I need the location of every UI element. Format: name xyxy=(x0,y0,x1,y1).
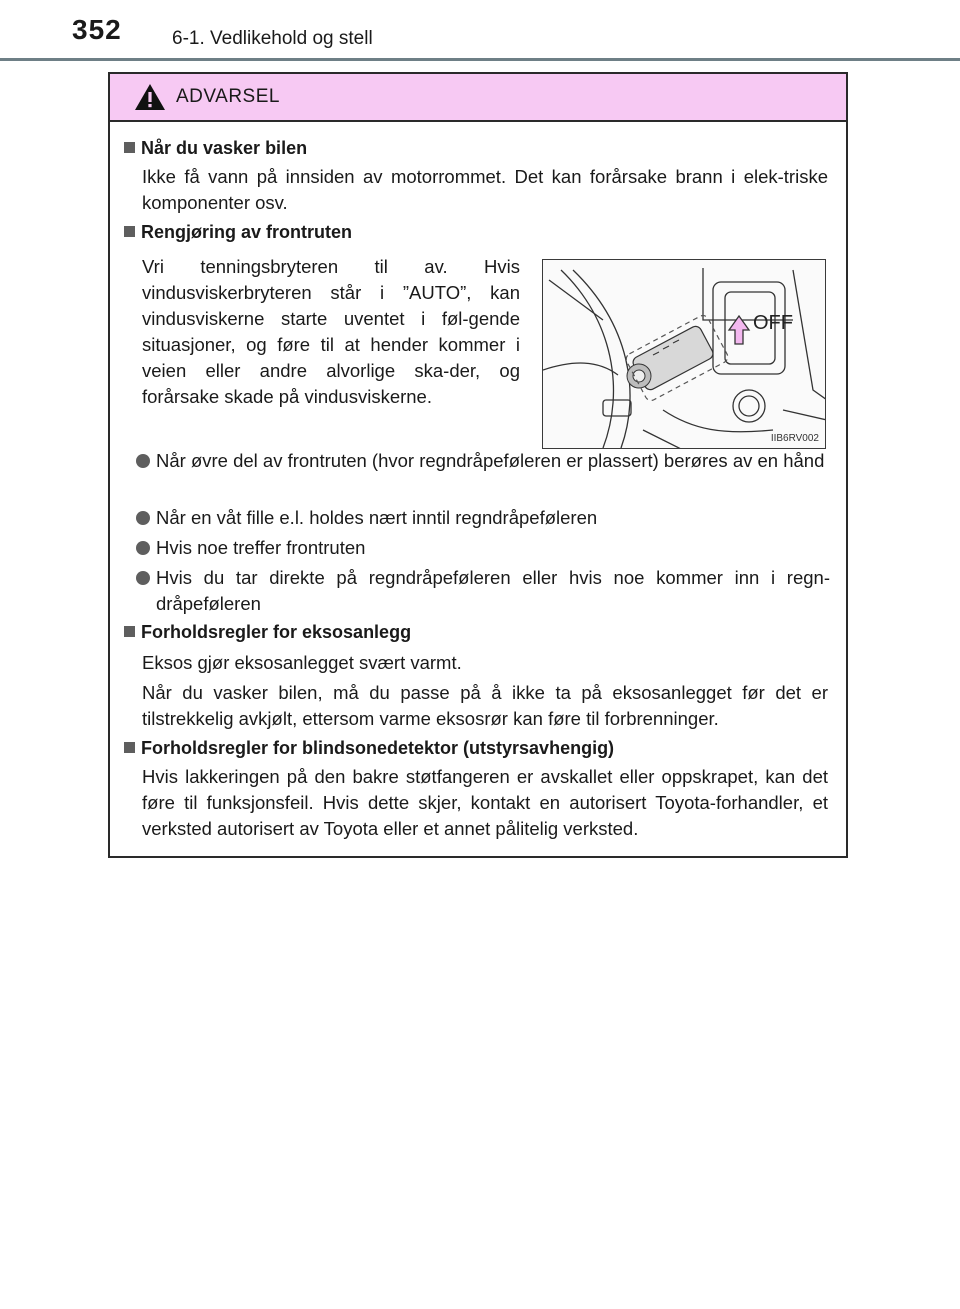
section-heading-blindspot: Forholdsregler for blindsonedetektor (utstyrsavhengig) xyxy=(124,738,614,759)
list-item: Hvis noe treffer frontruten xyxy=(136,535,830,561)
list-item: Når øvre del av frontruten (hvor regndråpeføleren er plassert) berøres av en hånd xyxy=(136,448,830,474)
round-bullet-icon xyxy=(136,511,150,525)
section-title: 6-1. Vedlikehold og stell xyxy=(172,28,373,49)
section-heading-exhaust: Forholdsregler for eksosanlegg xyxy=(124,622,411,643)
section-heading-washing: Når du vasker bilen xyxy=(124,138,307,159)
section-text-blindspot: Hvis lakkeringen på den bakre støtfangeren er avskallet eller oppskrapet, kan det føre til funksjonsfeil. Hvis dette skjer, kontakt en autorisert Toyota-forhandler, et verksted autorisert av Toyota eller et annet pålitelig verksted. xyxy=(142,766,828,839)
square-bullet-icon xyxy=(124,742,135,753)
section-heading-windshield: Rengjøring av frontruten xyxy=(124,222,352,243)
page-header xyxy=(0,0,960,60)
round-bullet-icon xyxy=(136,541,150,555)
list-item: Når en våt fille e.l. holdes nært inntil regndråpeføleren xyxy=(136,505,830,531)
round-bullet-icon xyxy=(136,454,150,468)
header-divider xyxy=(0,58,960,61)
figure-off-label: OFF xyxy=(753,312,793,334)
square-bullet-icon xyxy=(124,142,135,153)
steering-column-drawing xyxy=(543,260,826,449)
section-text-exhaust-2: Når du vasker bilen, må du passe på å ikke ta på eksosanlegget før det er tilstrekkelig avkjølt, ettersom varme eksosrør kan føre til forbrenninger. xyxy=(142,682,828,729)
page-number: 352 xyxy=(72,14,122,45)
warning-triangle-icon xyxy=(134,83,166,111)
section-text-windshield: Vri tenningsbryteren til av. Hvis vindusviskerbryteren står i ”AUTO”, kan vindusviskerne starte uventet i føl-gende situasjoner, og føre til at hender kommer i veien eller andre alvorlige ska-der, og forårsake skade på vindusviskerne. xyxy=(142,256,520,407)
wiper-switch-illustration xyxy=(542,259,826,449)
round-bullet-icon xyxy=(136,571,150,585)
section-text-exhaust-1: Eksos gjør eksosanlegget svært varmt. xyxy=(142,652,462,673)
figure-code: IIB6RV002 xyxy=(770,433,819,444)
warning-title: ADVARSEL xyxy=(176,86,280,107)
section-text-washing: Ikke få vann på innsiden av motorrommet. Det kan forårsake brann i elek-triske komponenter osv. xyxy=(142,166,828,213)
warning-header xyxy=(110,74,846,122)
warning-box xyxy=(108,72,848,858)
list-item: Hvis du tar direkte på regndråpeføleren eller hvis noe kommer inn i regn-dråpeføleren xyxy=(136,565,830,617)
square-bullet-icon xyxy=(124,226,135,237)
square-bullet-icon xyxy=(124,626,135,637)
